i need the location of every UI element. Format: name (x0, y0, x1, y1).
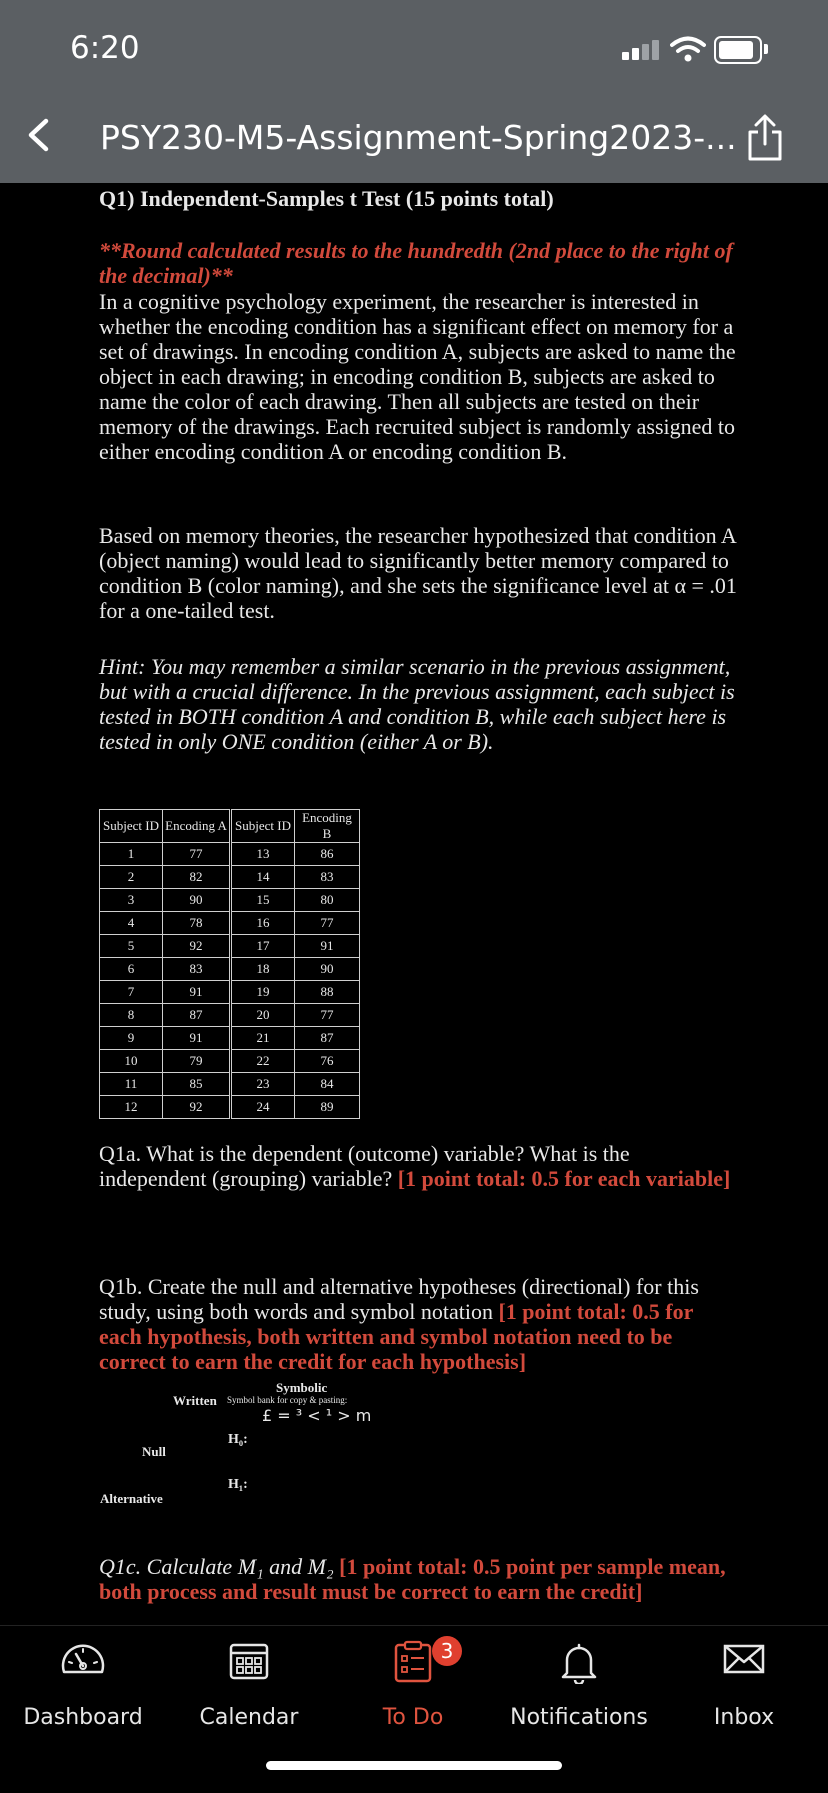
table-cell: 90 (163, 889, 231, 912)
symbolic-label: Symbolic (276, 1380, 328, 1395)
battery-icon (714, 36, 762, 64)
table-row (100, 1027, 360, 1050)
table-cell: 14 (231, 866, 295, 889)
nav-label: To Do (382, 1705, 444, 1730)
hint-paragraph: Hint: You may remember a similar scenario in the previous assignment, but with a crucial difference. In the previous assignment, each subject is tested in BOTH condition A and condition B, while each subject here is tested in only ONE condition (either A or B). (99, 654, 735, 754)
table-cell: 87 (163, 1004, 231, 1027)
table-cell: 3 (100, 889, 163, 912)
table-cell: 77 (295, 1004, 360, 1027)
table-header: Subject ID (100, 810, 163, 843)
q1c-text: Q1c. Calculate M₁ and M₂ (99, 1554, 334, 1579)
table-cell: 23 (231, 1073, 295, 1096)
table-row (100, 958, 360, 981)
q1a-question (99, 1141, 739, 1191)
table-cell: 87 (295, 1027, 360, 1050)
wifi-icon (670, 36, 706, 62)
symbol-bank: £ = ³ < ¹ > m (262, 1406, 372, 1425)
q1-title: Q1) Independent-Samples t Test (15 points total) (99, 186, 554, 211)
table-cell: 18 (231, 958, 295, 981)
nav-calendar[interactable] (180, 1626, 318, 1736)
null-label: Null (142, 1444, 166, 1459)
mail-icon (722, 1640, 766, 1676)
alternative-label: Alternative (100, 1491, 163, 1506)
table-cell: 16 (231, 912, 295, 935)
table-cell: 91 (163, 981, 231, 1004)
table-row (100, 1050, 360, 1073)
signal-bar-4 (652, 40, 659, 60)
table-cell: 20 (231, 1004, 295, 1027)
document-title: PSY230-M5-Assignment-Spring2023-... (100, 118, 737, 157)
q1b-question (99, 1274, 739, 1374)
q1b-text: Q1b. Create the null and alternative hypotheses (directional) for this study, using both words and symbol notation (99, 1274, 699, 1324)
table-cell: 91 (163, 1027, 231, 1050)
table-cell: 85 (163, 1073, 231, 1096)
nav-todo[interactable] (344, 1626, 482, 1736)
table-row (100, 1096, 360, 1119)
table-cell: 2 (100, 866, 163, 889)
table-row (100, 981, 360, 1004)
table-cell: 77 (295, 912, 360, 935)
q1c-question (99, 1554, 739, 1604)
table-cell: 24 (231, 1096, 295, 1119)
top-bar (0, 0, 828, 183)
table-cell: 10 (100, 1050, 163, 1073)
table-cell: 83 (163, 958, 231, 981)
nav-dashboard[interactable] (14, 1626, 152, 1736)
signal-bar-3 (642, 44, 649, 60)
table-row (100, 889, 360, 912)
table-header: Encoding A (163, 810, 231, 843)
table-cell: 89 (295, 1096, 360, 1119)
table-cell: 11 (100, 1073, 163, 1096)
bell-icon (557, 1640, 601, 1684)
signal-bar-1 (622, 52, 629, 60)
table-cell: 9 (100, 1027, 163, 1050)
status-icons (622, 36, 792, 64)
table-cell: 84 (295, 1073, 360, 1096)
document-viewer[interactable] (0, 183, 828, 1625)
written-label: Written (173, 1393, 217, 1408)
q1a-text: Q1a. What is the dependent (outcome) variable? What is the independent (grouping) variable? (99, 1141, 630, 1191)
table-cell: 76 (295, 1050, 360, 1073)
q1a-points: [1 point total: 0.5 for each variable] (397, 1166, 731, 1191)
h0-label: H₀: (228, 1432, 248, 1447)
table-cell: 15 (231, 889, 295, 912)
table-cell: 88 (295, 981, 360, 1004)
calendar-icon (228, 1640, 270, 1682)
nav-inbox[interactable] (680, 1626, 808, 1736)
nav-label: Dashboard (23, 1705, 143, 1730)
table-cell: 22 (231, 1050, 295, 1073)
table-cell: 80 (295, 889, 360, 912)
signal-bar-2 (632, 48, 639, 60)
nav-notifications[interactable] (508, 1626, 650, 1736)
table-row (100, 843, 360, 866)
table-cell: 92 (163, 935, 231, 958)
table-cell: 91 (295, 935, 360, 958)
table-cell: 1 (100, 843, 163, 866)
hypothesis-paragraph: Based on memory theories, the researcher hypothesized that condition A (object naming) would lead to significantly better memory compared to condition B (color naming), and she sets the significance level at α = .01 for a one-tailed test. (99, 523, 737, 623)
table-cell: 7 (100, 981, 163, 1004)
table-cell: 77 (163, 843, 231, 866)
share-icon[interactable] (744, 114, 786, 162)
nav-label: Inbox (713, 1705, 775, 1730)
table-header: Subject ID (231, 810, 295, 843)
table-cell: 17 (231, 935, 295, 958)
table-cell: 79 (163, 1050, 231, 1073)
table-header-row (100, 810, 360, 843)
q1b-points: [1 point total: 0.5 for each hypothesis, both written and symbol notation need to be correct to earn the credit for each hypothesis] (99, 1299, 693, 1374)
table-header: Encoding B (295, 810, 360, 843)
table-row (100, 866, 360, 889)
table-cell: 83 (295, 866, 360, 889)
table-row (100, 1004, 360, 1027)
table-row (100, 1073, 360, 1096)
table-cell: 6 (100, 958, 163, 981)
dashboard-icon (59, 1640, 107, 1680)
h1-label: H₁: (228, 1477, 248, 1492)
todo-icon (393, 1640, 433, 1684)
table-cell: 12 (100, 1096, 163, 1119)
symbol-bank-label: Symbol bank for copy & pasting: (227, 1395, 348, 1405)
table-cell: 4 (100, 912, 163, 935)
table-cell: 90 (295, 958, 360, 981)
table-cell: 21 (231, 1027, 295, 1050)
table-cell: 19 (231, 981, 295, 1004)
table-row (100, 935, 360, 958)
status-time: 6:20 (70, 30, 140, 66)
nav-label: Notifications (510, 1705, 648, 1730)
table-cell: 78 (163, 912, 231, 935)
table-row (100, 912, 360, 935)
intro-paragraph: In a cognitive psychology experiment, the researcher is interested in whether the encoding condition has a significant effect on memory for a set of drawings. In encoding condition A, subjects are asked to name the object in each drawing; in encoding condition B, subjects are asked to name the color of each drawing. Then all subjects are tested on their memory of the drawings. Each recruited subject is randomly assigned to either encoding condition A or encoding condition B. (99, 289, 736, 464)
todo-badge: 3 (432, 1636, 462, 1666)
table-cell: 8 (100, 1004, 163, 1027)
table-cell: 86 (295, 843, 360, 866)
scores-table (99, 809, 360, 1119)
table-cell: 13 (231, 843, 295, 866)
table-cell: 5 (100, 935, 163, 958)
q1c-points: [1 point total: 0.5 point per sample mean, both process and result must be correct to earn the credit] (99, 1554, 726, 1604)
round-note: **Round calculated results to the hundredth (2nd place to the right of the decimal)** (99, 238, 733, 288)
nav-label: Calendar (199, 1705, 299, 1730)
battery-tip (764, 44, 768, 54)
home-indicator[interactable] (266, 1761, 562, 1770)
back-chevron-icon[interactable] (22, 118, 56, 152)
table-cell: 82 (163, 866, 231, 889)
table-cell: 92 (163, 1096, 231, 1119)
